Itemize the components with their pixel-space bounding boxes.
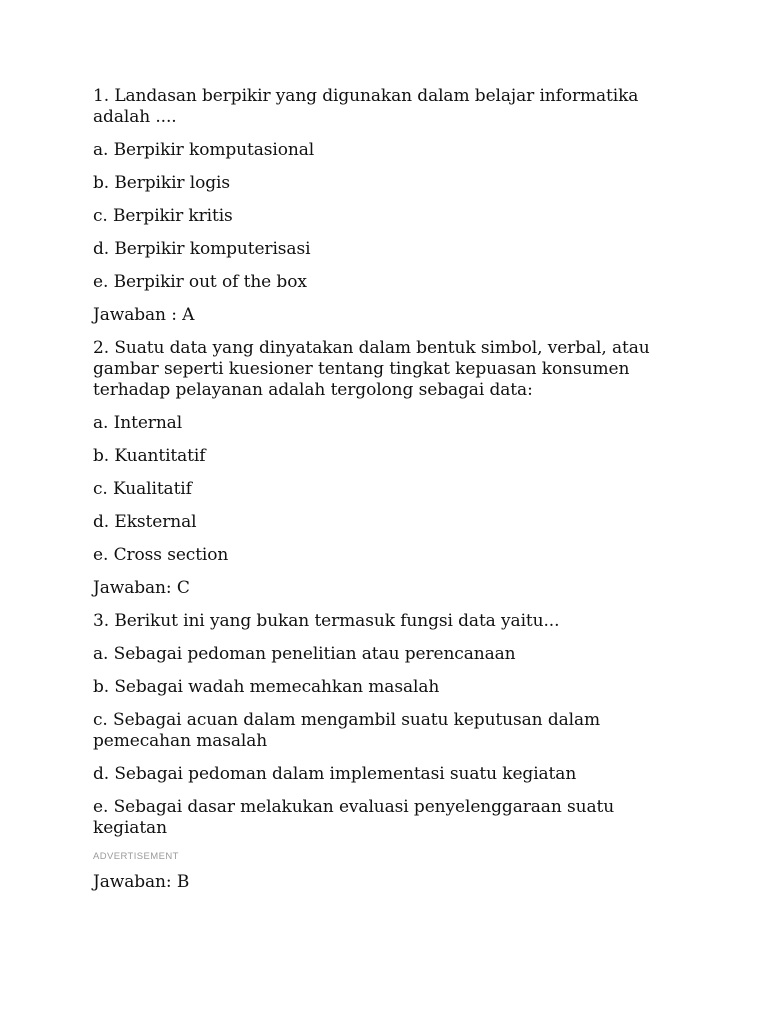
question-1-answer: Jawaban : A bbox=[93, 305, 195, 325]
question-3-answer: Jawaban: B bbox=[93, 872, 190, 892]
question-3-option-e: e. Sebagai dasar melakukan evaluasi penyelenggaraan suatu kegiatan bbox=[93, 797, 615, 838]
question-3-option-b: b. Sebagai wadah memecahkan masalah bbox=[93, 677, 440, 697]
question-3-option-d: d. Sebagai pedoman dalam implementasi suatu kegiatan bbox=[93, 764, 577, 784]
question-2-option-d: d. Eksternal bbox=[93, 512, 197, 532]
question-1-prompt: 1. Landasan berpikir yang digunakan dalam belajar informatika adalah .... bbox=[93, 86, 639, 127]
question-2-option-c: c. Kualitatif bbox=[93, 479, 192, 499]
advertisement-label: ADVERTISEMENT bbox=[93, 851, 179, 862]
question-1-option-a: a. Berpikir komputasional bbox=[93, 140, 315, 160]
question-3-option-a: a. Sebagai pedoman penelitian atau perencanaan bbox=[93, 644, 516, 664]
question-1-option-d: d. Berpikir komputerisasi bbox=[93, 239, 311, 259]
question-1-option-e: e. Berpikir out of the box bbox=[93, 272, 307, 292]
question-3-option-c: c. Sebagai acuan dalam mengambil suatu keputusan dalam pemecahan masalah bbox=[93, 710, 601, 751]
question-2-answer: Jawaban: C bbox=[93, 578, 190, 598]
question-1-option-c: c. Berpikir kritis bbox=[93, 206, 233, 226]
question-3-prompt: 3. Berikut ini yang bukan termasuk fungsi data yaitu... bbox=[93, 611, 560, 631]
question-2-option-e: e. Cross section bbox=[93, 545, 229, 565]
question-2-prompt: 2. Suatu data yang dinyatakan dalam bentuk simbol, verbal, atau gambar seperti kuesioner tentang tingkat kepuasan konsumen terhadap pelayanan adalah tergolong sebagai data: bbox=[93, 338, 650, 400]
document-body bbox=[93, 86, 653, 905]
question-1-option-b: b. Berpikir logis bbox=[93, 173, 230, 193]
question-2-option-b: b. Kuantitatif bbox=[93, 446, 206, 466]
question-2-option-a: a. Internal bbox=[93, 413, 183, 433]
